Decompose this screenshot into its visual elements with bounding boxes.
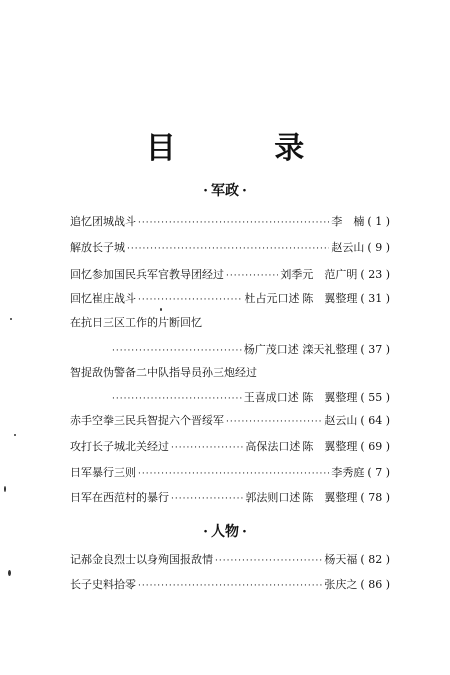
entry-editor: 陈 翼整理 bbox=[302, 440, 358, 453]
toc-entry[interactable] bbox=[70, 241, 390, 256]
leader-dots bbox=[215, 554, 322, 568]
scan-speck bbox=[4, 486, 6, 492]
entry-narrator: 郭法则口述 bbox=[245, 491, 301, 504]
entry-page: ( 69 ) bbox=[360, 440, 390, 453]
entry-editor: 滦天礼整理 bbox=[302, 343, 358, 356]
leader-dots bbox=[127, 242, 329, 256]
leader-dots bbox=[226, 269, 278, 283]
entry-author: 李 楠 bbox=[331, 215, 365, 228]
entry-author: 刘季元 范广明 bbox=[280, 268, 358, 281]
entry-title: 在抗日三区工作的片断回忆 bbox=[70, 316, 202, 329]
entry-author: 赵云山 bbox=[331, 241, 365, 254]
entry-editor: 陈 翼整理 bbox=[302, 491, 358, 504]
entry-page: ( 7 ) bbox=[367, 466, 390, 479]
entry-narrator: 王喜成口述 bbox=[243, 391, 299, 404]
toc-entry[interactable] bbox=[70, 268, 390, 283]
entry-narrator: 杜占元口述 bbox=[244, 292, 300, 305]
toc-entry[interactable] bbox=[70, 491, 390, 506]
entry-author: 张庆之 bbox=[324, 578, 358, 591]
entry-narrator: 杨广茂口述 bbox=[243, 343, 299, 356]
section-heading-military: · 军政 · bbox=[203, 183, 247, 199]
toc-entry[interactable] bbox=[70, 466, 390, 481]
entry-author: 杨天福 bbox=[324, 553, 358, 566]
toc-entry[interactable] bbox=[70, 578, 390, 593]
entry-title: 赤手空拳三民兵智捉六个晋绥军 bbox=[70, 414, 224, 427]
entry-title: 攻打长子城北关经过 bbox=[70, 440, 169, 453]
entry-page: ( 78 ) bbox=[360, 491, 390, 504]
entry-narrator: 高保法口述 bbox=[245, 440, 301, 453]
leader-dots bbox=[138, 467, 329, 481]
entry-title: 解放长子城 bbox=[70, 241, 125, 254]
leader-dots bbox=[138, 293, 243, 307]
toc-entry[interactable] bbox=[70, 316, 390, 358]
toc-entry[interactable] bbox=[70, 414, 390, 429]
entry-page: ( 55 ) bbox=[360, 391, 390, 404]
entry-author: 李秀庭 bbox=[331, 466, 365, 479]
entry-editor: 陈 翼整理 bbox=[302, 391, 358, 404]
leader-dots bbox=[226, 415, 322, 429]
leader-dots bbox=[138, 579, 322, 593]
entry-page: ( 31 ) bbox=[360, 292, 390, 305]
entry-author: 赵云山 bbox=[324, 414, 358, 427]
section-heading-people: · 人物 · bbox=[203, 524, 247, 540]
entry-title: 追忆团城战斗 bbox=[70, 215, 136, 228]
entry-title: 日军暴行三则 bbox=[70, 466, 136, 479]
entry-title: 日军在西范村的暴行 bbox=[70, 491, 169, 504]
entry-title: 长子史料拾零 bbox=[70, 578, 136, 591]
entry-editor: 陈 翼整理 bbox=[302, 292, 358, 305]
toc-entry[interactable] bbox=[70, 440, 390, 455]
leader-dots bbox=[112, 392, 242, 406]
entry-page: ( 1 ) bbox=[367, 215, 390, 228]
toc-entry[interactable] bbox=[70, 553, 390, 568]
entry-page: ( 82 ) bbox=[360, 553, 390, 566]
leader-dots bbox=[171, 492, 243, 506]
scan-speck bbox=[8, 570, 11, 576]
scan-speck bbox=[10, 318, 12, 320]
entry-title: 回忆参加国民兵军官教导团经过 bbox=[70, 268, 224, 281]
entry-title: 智捉敌伪警备二中队指导员孙三炮经过 bbox=[70, 366, 257, 379]
entry-page: ( 64 ) bbox=[360, 414, 390, 427]
entry-page: ( 9 ) bbox=[367, 241, 390, 254]
entry-title: 回忆崔庄战斗 bbox=[70, 292, 136, 305]
entry-page: ( 23 ) bbox=[360, 268, 390, 281]
leader-dots bbox=[171, 441, 243, 455]
scan-speck bbox=[160, 308, 162, 311]
entry-page: ( 37 ) bbox=[360, 343, 390, 356]
toc-entry[interactable] bbox=[70, 292, 390, 307]
page-title: 目 录 bbox=[145, 131, 349, 166]
entry-title: 记郝金良烈士以身殉国报敌情 bbox=[70, 553, 213, 566]
scan-speck bbox=[14, 434, 16, 436]
entry-page: ( 86 ) bbox=[360, 578, 390, 591]
toc-entry[interactable] bbox=[70, 366, 390, 406]
leader-dots bbox=[112, 344, 242, 358]
leader-dots bbox=[138, 216, 329, 230]
toc-entry[interactable] bbox=[70, 215, 390, 230]
